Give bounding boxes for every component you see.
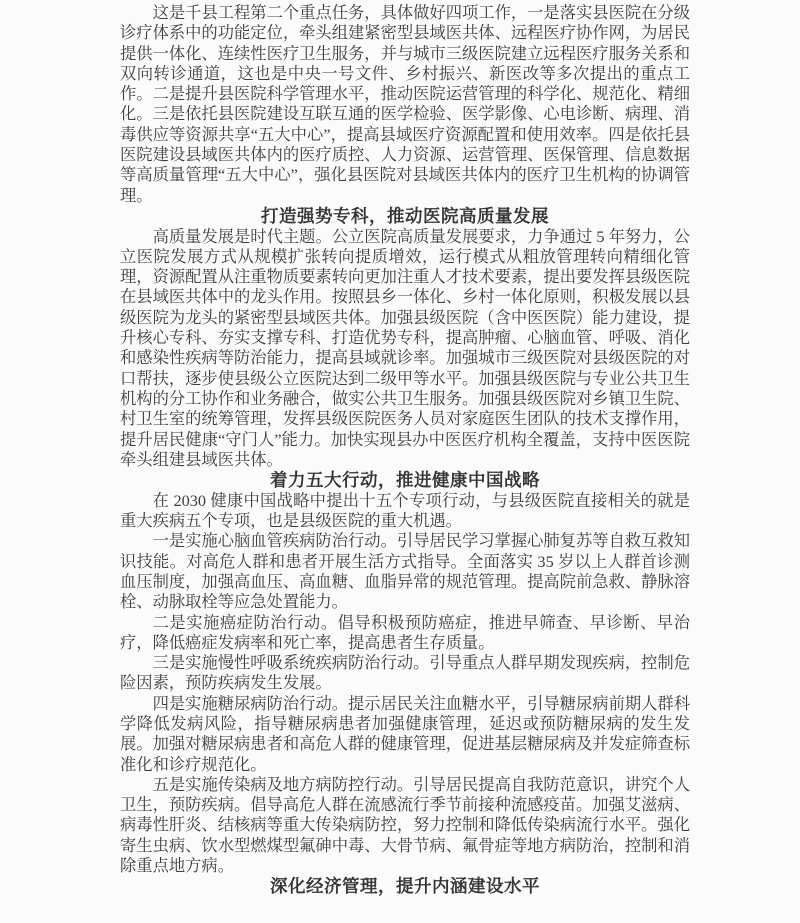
section-heading: 打造强势专科，推动医院高质量发展 <box>261 205 549 226</box>
document-body <box>120 3 690 897</box>
section-heading: 深化经济管理，提升内涵建设水平 <box>270 876 540 897</box>
body-paragraph: 在 2030 健康中国战略中提出十五个专项行动，与县级医院直接相关的就是重大疾病五个专项，也是县级医院的重大机遇。 <box>120 490 690 531</box>
body-paragraph: 高质量发展是时代主题。公立医院高质量发展要求，力争通过 5 年努力，公立医院发展方式从规模扩张转向提质增效，运行模式从粗放管理转向精细化管理，资源配置从注重物质要素转向更加注重人才技术要素，提出要发挥县级医院在县域医共体中的龙头作用。按照县乡一体化、乡村一体化原则，积极发展以县级医院为龙头的紧密型县域医共体。加强县级医院（含中医医院）能力建设，提升核心专科、夯实支撑专科、打造优势专科，提高肿瘤、心脑血管、呼吸、消化和感染性疾病等防治能力，提高县域就诊率。加强城市三级医院对县级医院的对口帮扶，逐步使县级公立医院达到二级甲等水平。加强县级医院与专业公共卫生机构的分工协作和业务融合，做实公共卫生服务。加强县级医院对乡镇卫生院、村卫生室的统筹管理，发挥县级医院医务人员对家庭医生团队的技术支撑作用，提升居民健康“守门人”能力。加快实现县办中医医疗机构全覆盖，支持中医医院牵头组建县域医共体。 <box>120 226 690 469</box>
body-paragraph: 一是实施心脑血管疾病防治行动。引导居民学习掌握心肺复苏等自救互救知识技能。对高危人群和患者开展生活方式指导。全面落实 35 岁以上人群首诊测血压制度，加强高血压、高血糖、血脂异常的规范管理。提高院前急救、静脉溶栓、动脉取栓等应急处置能力。 <box>120 531 690 612</box>
body-paragraph: 二是实施癌症防治行动。倡导积极预防癌症，推进早筛查、早诊断、早治疗，降低癌症发病率和死亡率，提高患者生存质量。 <box>120 612 690 652</box>
body-paragraph: 这是千县工程第二个重点任务，具体做好四项工作，一是落实县医院在分级诊疗体系中的功能定位，牵头组建紧密型县域医共体、远程医疗协作网，为居民提供一体化、连续性医疗卫生服务，并与城市三级医院建立远程医疗服务关系和双向转诊通道，这也是中央一号文件、乡村振兴、新医改等多次提出的重点工作。二是提升县医院科学管理水平，推动医院运营管理的科学化、规范化、精细化。三是依托县医院建设互联互通的医学检验、医学影像、心电诊断、病理、消毒供应等资源共享“五大中心”，提高县域医疗资源配置和使用效率。四是依托县医院建设县域医共体内的医疗质控、人力资源、运营管理、医保管理、信息数据等高质量管理“五大中心”，强化县医院对县域医共体内的医疗卫生机构的协调管理。 <box>120 3 690 205</box>
body-paragraph: 四是实施糖尿病防治行动。提示居民关注血糖水平，引导糖尿病前期人群科学降低发病风险，指导糖尿病患者加强健康管理，延迟或预防糖尿病的发生发展。加强对糖尿病患者和高危人群的健康管理，促进基层糖尿病及并发症筛查标准化和诊疗规范化。 <box>120 693 690 774</box>
body-paragraph: 三是实施慢性呼吸系统疾病防治行动。引导重点人群早期发现疾病，控制危险因素，预防疾病发生发展。 <box>120 653 690 693</box>
section-heading: 着力五大行动，推进健康中国战略 <box>270 470 540 491</box>
body-paragraph: 五是实施传染病及地方病防控行动。引导居民提高自我防范意识，讲究个人卫生，预防疾病。倡导高危人群在流感流行季节前接种流感疫苗。加强艾滋病、病毒性肝炎、结核病等重大传染病防控，努力控制和降低传染病流行水平。强化寄生虫病、饮水型燃煤型氟砷中毒、大骨节病、氟骨症等地方病防治，控制和消除重点地方病。 <box>120 774 690 876</box>
